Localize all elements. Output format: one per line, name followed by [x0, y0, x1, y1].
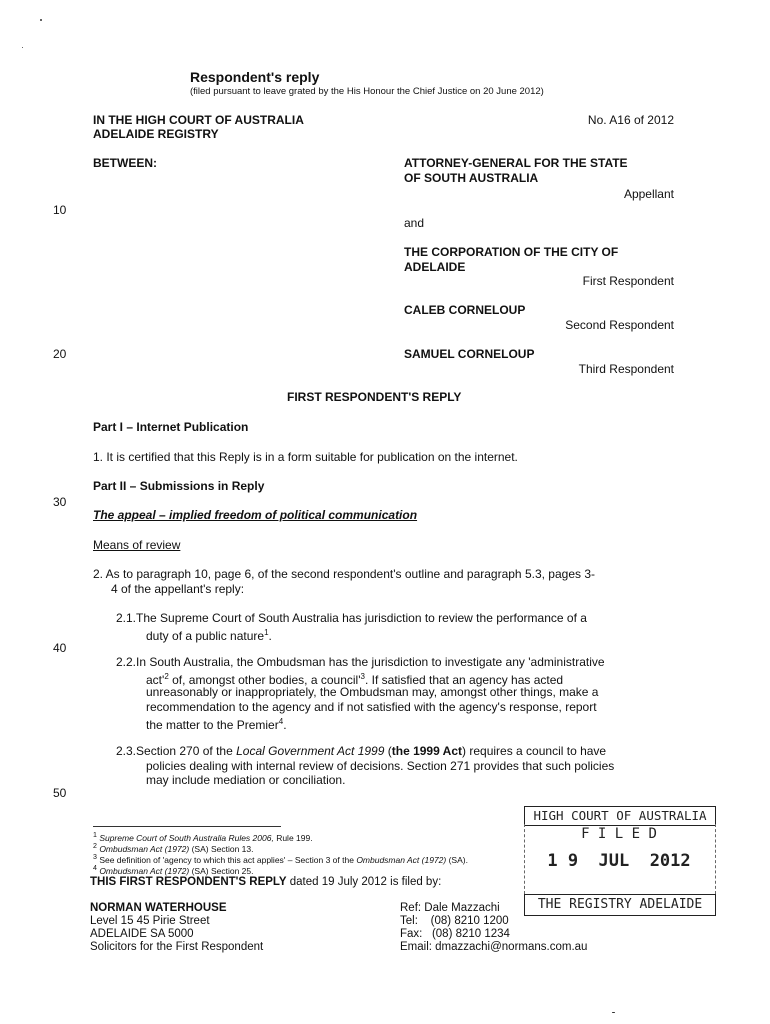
stamp-court-name: HIGH COURT OF AUSTRALIA: [524, 806, 716, 826]
line-number: 50: [53, 786, 67, 800]
paragraph-2-1-line1: 2.1.The Supreme Court of South Australia has jurisdiction to review the performance of a: [116, 611, 587, 625]
solicitor-address-line2: ADELAIDE SA 5000: [90, 928, 194, 940]
solicitor-role: Solicitors for the First Respondent: [90, 941, 264, 953]
paragraph-2-3-line1: 2.3.Section 270 of the Local Government Act 1999 (the 1999 Act) requires a council to have: [116, 744, 607, 758]
appellant-role: Appellant: [623, 187, 674, 201]
part2-heading: Part II – Submissions in Reply: [93, 479, 265, 493]
line-number: 40: [53, 641, 67, 655]
paragraph-2-1-line2: duty of a public nature$^1$.: [146, 628, 272, 643]
court-registry: ADELAIDE REGISTRY: [93, 127, 219, 141]
footnote-ref-1: 1: [264, 628, 269, 637]
footnote-ref-2: 2: [164, 672, 169, 681]
stamp-filed-label: F I L E D: [581, 826, 657, 842]
contact-email: Email: dmazzachi@normans.com.au: [400, 941, 588, 953]
solicitor-firm: NORMAN WATERHOUSE: [90, 902, 227, 914]
footnote-3: $^3$ See definition of 'agency to which this act applies' – Section 3 of the Ombudsman Act (1972) (SA).: [93, 853, 468, 865]
line-number: 30: [53, 495, 67, 509]
first-respondent-name-line2: ADELAIDE: [404, 260, 466, 274]
third-respondent-role: Third Respondent: [578, 362, 674, 376]
scan-speck: [612, 1012, 615, 1013]
first-respondent-name-line1: THE CORPORATION OF THE CITY OF: [404, 245, 619, 259]
footnote-separator: [93, 826, 281, 827]
case-number: No. A16 of 2012: [587, 113, 674, 127]
document-title: Respondent's reply: [190, 69, 320, 85]
paragraph-2-2-line2: $act'^2$ of, amongst other bodies, a $council'^3$. If satisfied that an agency has acted: [146, 672, 564, 687]
appeal-heading: The appeal – implied freedom of political communication: [93, 508, 418, 522]
paragraph-2-2-line1: 2.2.In South Australia, the Ombudsman has the jurisdiction to investigate any 'administrative: [116, 655, 605, 669]
appellant-name-line1: ATTORNEY-GENERAL FOR THE STATE: [404, 156, 628, 170]
appellant-name-line2: OF SOUTH AUSTRALIA: [404, 171, 539, 185]
paragraph-2-3-line2: policies dealing with internal review of decisions. Section 271 provides that such policies: [146, 759, 615, 773]
second-respondent-role: Second Respondent: [565, 318, 674, 332]
first-respondent-role: First Respondent: [582, 274, 674, 288]
means-of-review-heading: Means of review: [93, 538, 181, 552]
footnote-1: $^1$ Supreme Court of South Australia Rules 2006, Rule 199.: [93, 831, 313, 843]
part1-heading: Part I – Internet Publication: [93, 420, 249, 434]
stamp-date: 1 9 JUL 2012: [547, 851, 691, 871]
third-respondent-name: SAMUEL CORNELOUP: [404, 347, 535, 361]
footnote-4: $^4$ Ombudsman Act (1972) (SA) Section 25.: [93, 864, 254, 876]
filed-by-line: THIS FIRST RESPONDENT'S REPLY dated 19 July 2012 is filed by:: [90, 876, 442, 888]
paragraph-1: 1. It is certified that this Reply is in a form suitable for publication on the internet.: [93, 450, 518, 464]
contact-fax: Fax: (08) 8210 1234: [400, 928, 510, 940]
contact-ref: Ref: Dale Mazzachi: [400, 902, 500, 914]
paragraph-2-2-line5: the matter to the Premier$^4$.: [146, 717, 287, 732]
paragraph-2-line1: 2. As to paragraph 10, page 6, of the second respondent's outline and paragraph 5.3, pages 3-: [93, 567, 595, 581]
footnote-ref-3: 3: [360, 672, 365, 681]
court-name: IN THE HIGH COURT OF AUSTRALIA: [93, 113, 304, 127]
paragraph-2-2-line3: unreasonably or inappropriately, the Ombudsman may, amongst other things, make a: [146, 685, 599, 699]
line-number: 10: [53, 203, 67, 217]
paragraph-2-3-line3: may include mediation or conciliation.: [146, 773, 346, 787]
and-label: and: [404, 216, 425, 230]
between-label: BETWEEN:: [93, 156, 157, 170]
stamp-registry: THE REGISTRY ADELAIDE: [524, 894, 716, 916]
second-respondent-name: CALEB CORNELOUP: [404, 303, 526, 317]
scan-speck: [40, 19, 42, 21]
scan-speck: [22, 47, 23, 48]
document-subtitle: (filed pursuant to leave grated by the His Honour the Chief Justice on 20 June 2012): [190, 86, 544, 97]
line-number: 20: [53, 347, 67, 361]
paragraph-2-line2: 4 of the appellant's reply:: [111, 582, 245, 596]
solicitor-address-line1: Level 15 45 Pirie Street: [90, 915, 210, 927]
contact-tel: Tel: (08) 8210 1200: [400, 915, 509, 927]
footnote-2: $^2$ Ombudsman Act (1972) (SA) Section 13.: [93, 842, 254, 854]
paragraph-2-2-line4: recommendation to the agency and if not satisfied with the agency's response, report: [146, 700, 597, 714]
reply-heading: FIRST RESPONDENT'S REPLY: [287, 390, 462, 404]
footnote-ref-4: 4: [278, 717, 284, 726]
